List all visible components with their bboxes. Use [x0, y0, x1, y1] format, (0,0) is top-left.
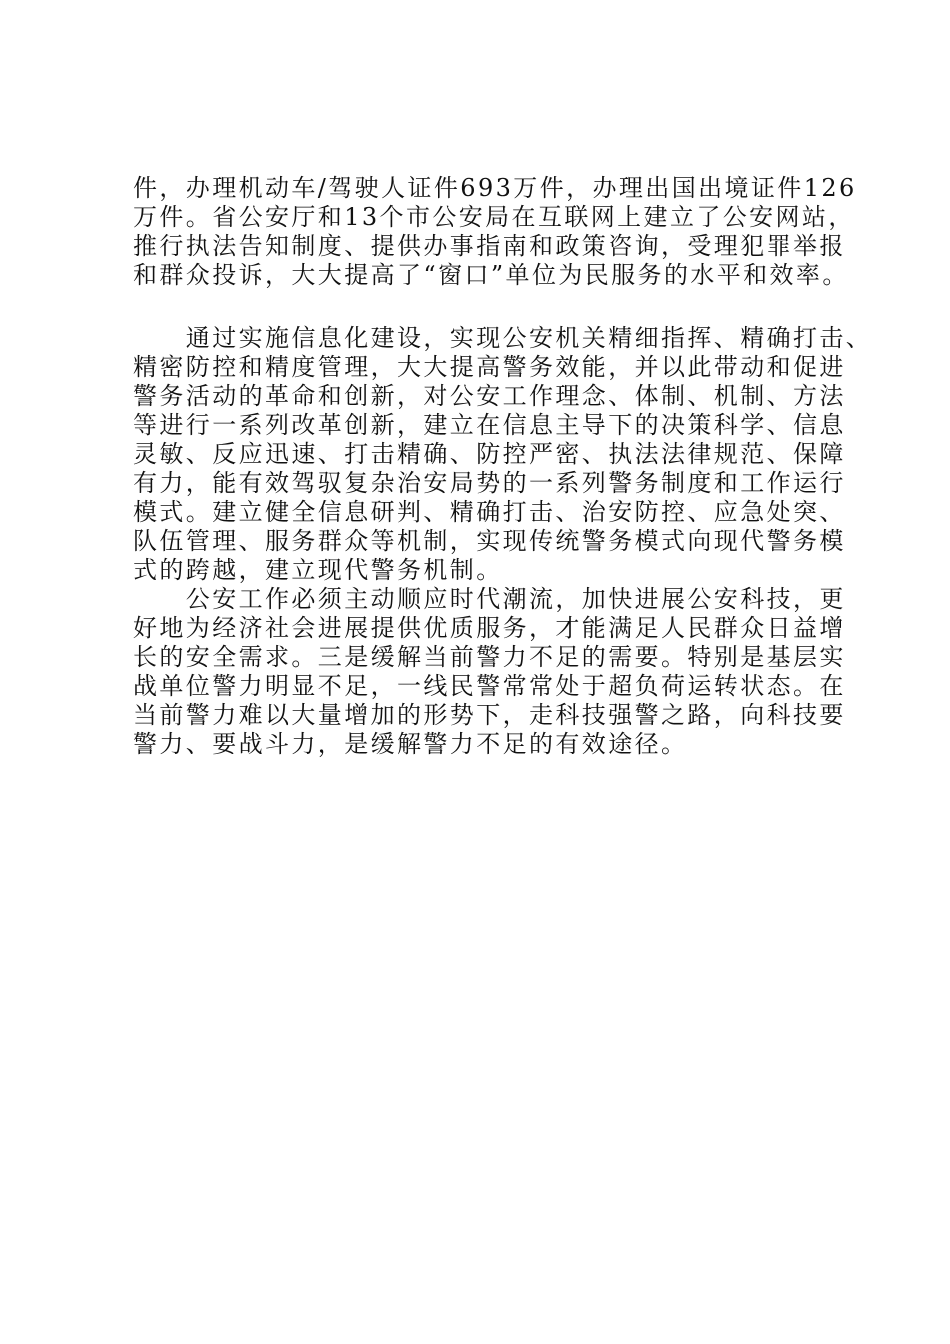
paragraph-1 [133, 174, 857, 290]
paragraph-line: 当前警力难以大量增加的形势下，走科技强警之路，向科技要 [133, 701, 846, 729]
paragraph-3 [133, 585, 853, 759]
paragraph-line: 队伍管理、服务群众等机制，实现传统警务模式向现代警务模 [133, 527, 846, 555]
paragraph-line: 好地为经济社会进展提供优质服务，才能满足人民群众日益增 [133, 614, 846, 642]
paragraph-line: 通过实施信息化建设，实现公安机关精细指挥、精确打击、 [133, 324, 873, 352]
paragraph-line: 战单位警力明显不足，一线民警常常处于超负荷运转状态。在 [133, 672, 846, 700]
paragraph-line: 警力、要战斗力，是缓解警力不足的有效途径。 [133, 730, 688, 758]
paragraph-line: 有力，能有效驾驭复杂治安局势的一系列警务制度和工作运行 [133, 469, 846, 497]
paragraph-line: 模式。建立健全信息研判、精确打击、治安防控、应急处突、 [133, 498, 846, 526]
paragraph-line: 警务活动的革命和创新，对公安工作理念、体制、机制、方法 [133, 382, 846, 410]
document-body [133, 174, 873, 759]
paragraph-line: 等进行一系列改革创新，建立在信息主导下的决策科学、信息 [133, 411, 846, 439]
paragraph-line: 公安工作必须主动顺应时代潮流，加快进展公安科技，更 [133, 585, 846, 613]
paragraph-line: 精密防控和精度管理，大大提高警务效能，并以此带动和促进 [133, 353, 846, 381]
paragraph-line: 灵敏、反应迅速、打击精确、防控严密、执法法律规范、保障 [133, 440, 846, 468]
paragraph-line: 和群众投诉，大大提高了“窗口”单位为民服务的水平和效率。 [133, 261, 849, 289]
paragraph-2 [133, 324, 873, 585]
paragraph-line: 长的安全需求。三是缓解当前警力不足的需要。特别是基层实 [133, 643, 846, 671]
paragraph-line: 式的跨越，建立现代警务机制。 [133, 556, 503, 584]
paragraph-line: 件，办理机动车/驾驶人证件693万件，办理出国出境证件126 [133, 174, 857, 202]
paragraph-line: 推行执法告知制度、提供办事指南和政策咨询，受理犯罪举报 [133, 232, 846, 260]
paragraph-spacer [133, 290, 853, 324]
paragraph-line: 万件。省公安厅和13个市公安局在互联网上建立了公安网站， [133, 203, 855, 231]
